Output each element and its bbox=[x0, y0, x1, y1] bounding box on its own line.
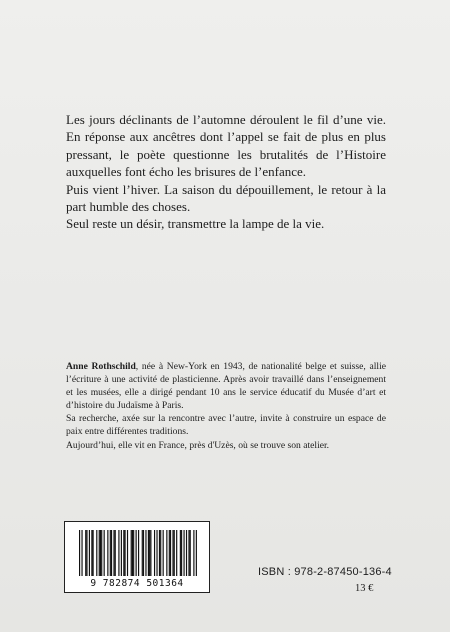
bio-paragraph-2: Sa recherche, axée sur la rencontre avec l’autre, invite à construire un espace de paix entre différentes traditions. bbox=[66, 413, 386, 438]
isbn-number: ISBN : 978-2-87450-136-4 bbox=[258, 566, 392, 578]
price: 13 € bbox=[355, 583, 374, 594]
barcode-bars bbox=[79, 530, 197, 576]
barcode-digits: 9 782874 501364 bbox=[90, 578, 184, 589]
barcode bbox=[64, 521, 210, 593]
blurb-paragraph-1: Les jours déclinants de l’automne déroulent le fil d’une vie. En réponse aux ancêtres dont l’appel se fait de plus en plus pressant, le poète questionne les brutalités de l’Histoire auxquelles font écho les brisures de l’enfance. bbox=[66, 112, 386, 180]
bio-paragraph-1-text: , née à New-York en 1943, de nationalité belge et suisse, allie l’écriture à une activité de plasticienne. Après avoir travaillé dans l’enseignement et les musées, elle a dirigé pendant 10 ans le service éducatif du Musée d’art et d’histoire du Judaïsme à Paris. bbox=[66, 361, 386, 412]
blurb-text bbox=[66, 111, 386, 233]
bio-paragraph-3: Aujourd’hui, elle vit en France, près d'Uzès, où se trouve son atelier. bbox=[66, 439, 330, 451]
bio-paragraph-1 bbox=[66, 360, 386, 412]
blurb-paragraph-3: Seul reste un désir, transmettre la lampe de la vie. bbox=[66, 216, 325, 232]
author-name: Anne Rothschild bbox=[66, 361, 136, 372]
author-bio bbox=[66, 360, 386, 452]
blurb-paragraph-2: Puis vient l’hiver. La saison du dépouillement, le retour à la part humble des choses. bbox=[66, 181, 386, 215]
